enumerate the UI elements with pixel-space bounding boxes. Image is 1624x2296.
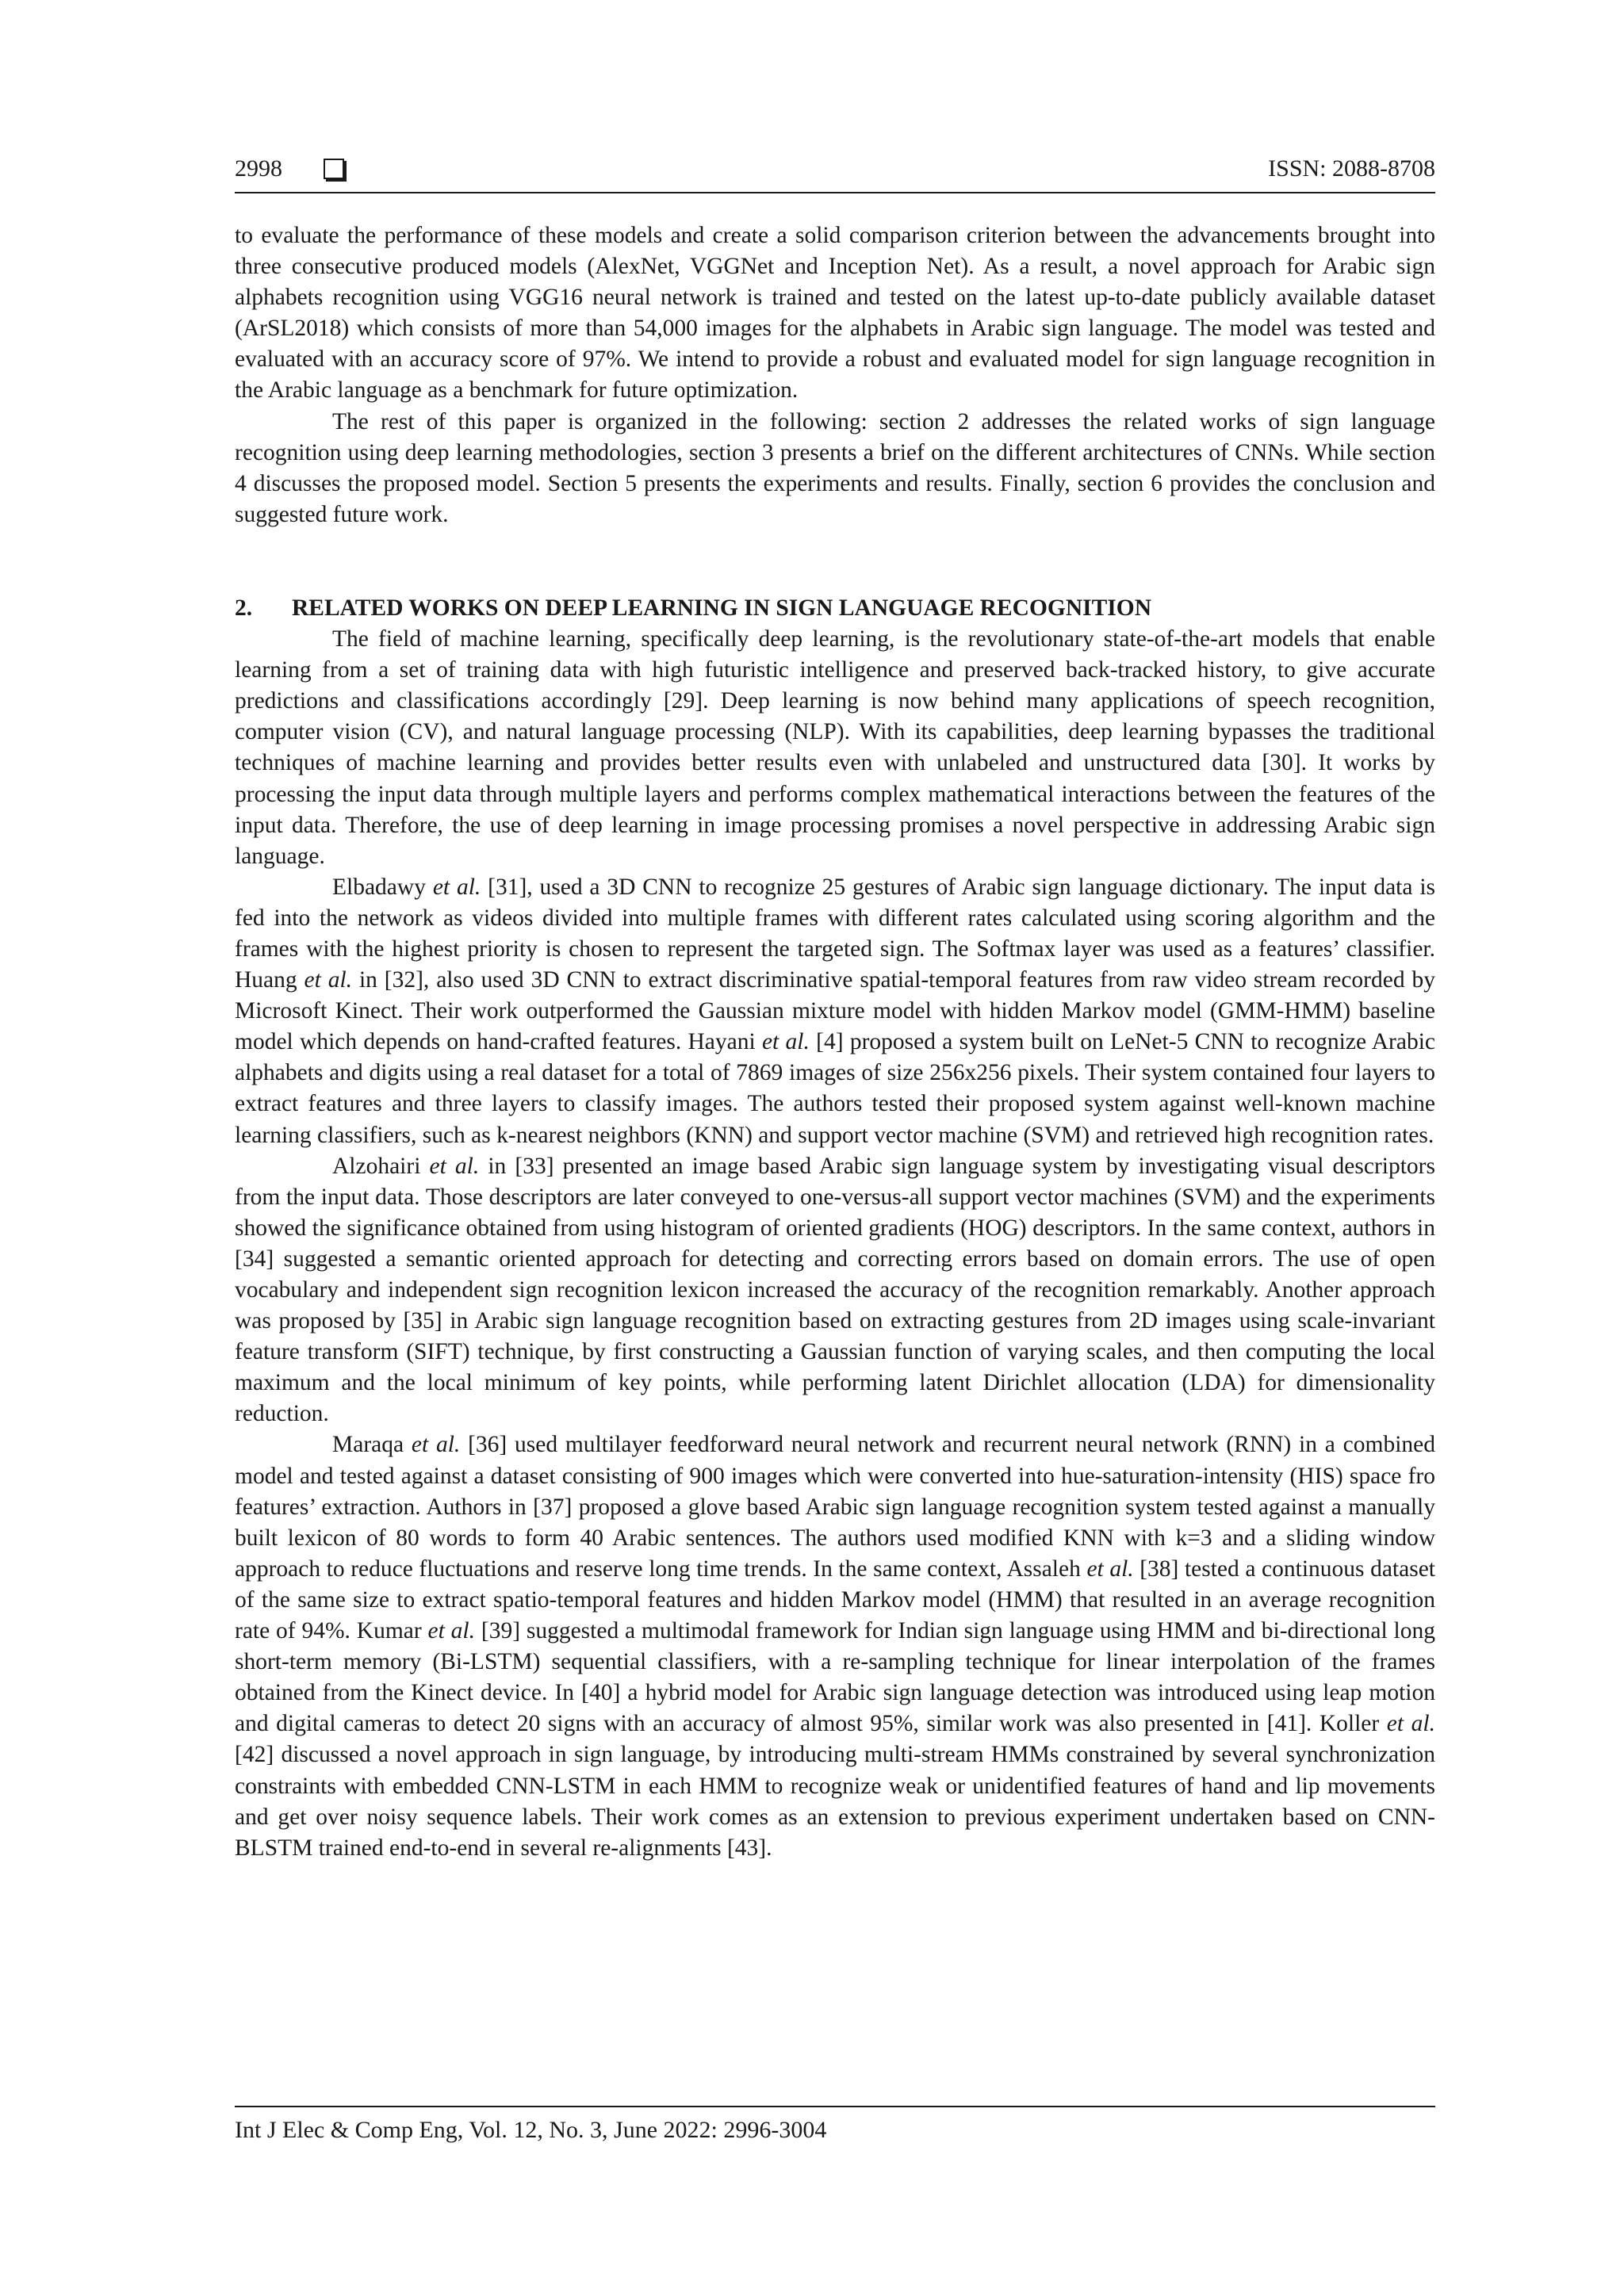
intro-paragraph-1: to evaluate the performance of these models and create a solid comparison criterion between the advancements brought into three consecutive produced models (AlexNet, VGGNet and Inception Net). As a result, a novel approach for Arabic sign alphabets recognition using VGG16 neural network is trained and tested on the latest up-to-date publicly available dataset (ArSL2018) which consists of more than 54,000 images for the alphabets in Arabic sign language. The model was tested and evaluated with an accuracy score of 97%. We intend to provide a robust and evaluated model for sign language recognition in the Arabic language as a benchmark for future optimization. — [235, 223, 1435, 404]
section-title: RELATED WORKS ON DEEP LEARNING IN SIGN LANGUAGE RECOGNITION — [292, 595, 1152, 621]
article-body — [235, 220, 1435, 1864]
section-paragraph-1: The field of machine learning, specifically deep learning, is the revolutionary state-of-the-art models that enable learning from a set of training data with high futuristic intelligence and preserved back-tracked history, to give accurate predictions and classifications accordingly [29]. Deep learning is now behind many applications of speech recognition, computer vision (CV), and natural language processing (NLP). With its capabilities, deep learning bypasses the traditional techniques of machine learning and provides better results even with unlabeled and unstructured data [30]. It works by processing the input data through multiple layers and performs complex mathematical interactions between the features of the input data. Therefore, the use of deep learning in image processing promises a novel perspective in addressing Arabic sign language. — [235, 626, 1435, 869]
header-rule — [235, 192, 1435, 193]
section-number: 2. — [235, 595, 253, 621]
section-paragraph-2: Elbadawy et al. [31], used a 3D CNN to recognize 25 gestures of Arabic sign language dictionary. The input data is fed into the network as videos divided into multiple frames with different rates calculated using scoring algorithm and the frames with the highest priority is chosen to represent the targeted sign. The Softmax layer was used as a features’ classifier. Huang et al. in [32], also used 3D CNN to extract discriminative spatial-temporal features from raw video stream recorded by Microsoft Kinect. Their work outperformed the Gaussian mixture model with hidden Markov model (GMM-HMM) baseline model which depends on hand-crafted features. Hayani et al. [4] proposed a system built on LeNet-5 CNN to recognize Arabic alphabets and digits using a real dataset for a total of 7869 images of size 256x256 pixels. Their system contained four layers to extract features and three layers to classify images. The authors tested their proposed system against well-known machine learning classifiers, such as k-nearest neighbors (KNN) and support vector machine (SVM) and retrieved high recognition rates. — [235, 874, 1435, 1148]
journal-citation: Int J Elec & Comp Eng, Vol. 12, No. 3, June 2022: 2996-3004 — [235, 2117, 827, 2143]
intro-paragraph-2: The rest of this paper is organized in the following: section 2 addresses the related works of sign language recognition using deep learning methodologies, section 3 presents a brief on the different architectures of CNNs. While section 4 discusses the proposed model. Section 5 presents the experiments and results. Finally, section 6 provides the conclusion and suggested future work. — [235, 408, 1435, 527]
section-paragraph-3: Alzohairi et al. in [33] presented an image based Arabic sign language system by investigating visual descriptors from the input data. Those descriptors are later conveyed to one-versus-all support vector machines (SVM) and the experiments showed the significance obtained from using histogram of oriented gradients (HOG) descriptors. In the same context, authors in [34] suggested a semantic oriented approach for detecting and correcting errors based on domain errors. The use of open vocabulary and independent sign recognition lexicon increased the accuracy of the recognition remarkably. Another approach was proposed by [35] in Arabic sign language recognition based on extracting gestures from 2D images using scale-invariant feature transform (SIFT) technique, by first constructing a Gaussian function of varying scales, and then computing the local maximum and the local minimum of key points, while performing latent Dirichlet allocation (LDA) for dimensionality reduction. — [235, 1153, 1435, 1427]
square-box-icon — [324, 159, 344, 179]
page-number: 2998 — [235, 155, 282, 182]
footer-rule — [235, 2106, 1435, 2107]
section-heading — [235, 593, 1435, 624]
issn-label: ISSN: 2088-8708 — [1268, 155, 1435, 182]
section-paragraph-4: Maraqa et al. [36] used multilayer feedforward neural network and recurrent neural network (RNN) in a combined model and tested against a dataset consisting of 900 images which were converted into hue-saturation-intensity (HIS) space fro features’ extraction. Authors in [37] proposed a glove based Arabic sign language recognition system tested against a manually built lexicon of 80 words to form 40 Arabic sentences. The authors used modified KNN with k=3 and a sliding window approach to reduce fluctuations and reserve long time trends. In the same context, Assaleh et al. [38] tested a continuous dataset of the same size to extract spatio-temporal features and hidden Markov model (HMM) that resulted in an average recognition rate of 94%. Kumar et al. [39] suggested a multimodal framework for Indian sign language using HMM and bi-directional long short-term memory (Bi-LSTM) sequential classifiers, with a re-sampling technique for linear interpolation of the frames obtained from the Kinect device. In [40] a hybrid model for Arabic sign language detection was introduced using leap motion and digital cameras to detect 20 signs with an accuracy of almost 95%, similar work was also presented in [41]. Koller et al. [42] discussed a novel approach in sign language, by introducing multi-stream HMMs constrained by several synchronization constraints with embedded CNN-LSTM in each HMM to recognize weak or unidentified features of hand and lip movements and get over noisy sequence labels. Their work comes as an extension to previous experiment undertaken based on CNN-BLSTM trained end-to-end in several re-alignments [43]. — [235, 1432, 1435, 1861]
page-header — [235, 155, 1435, 193]
